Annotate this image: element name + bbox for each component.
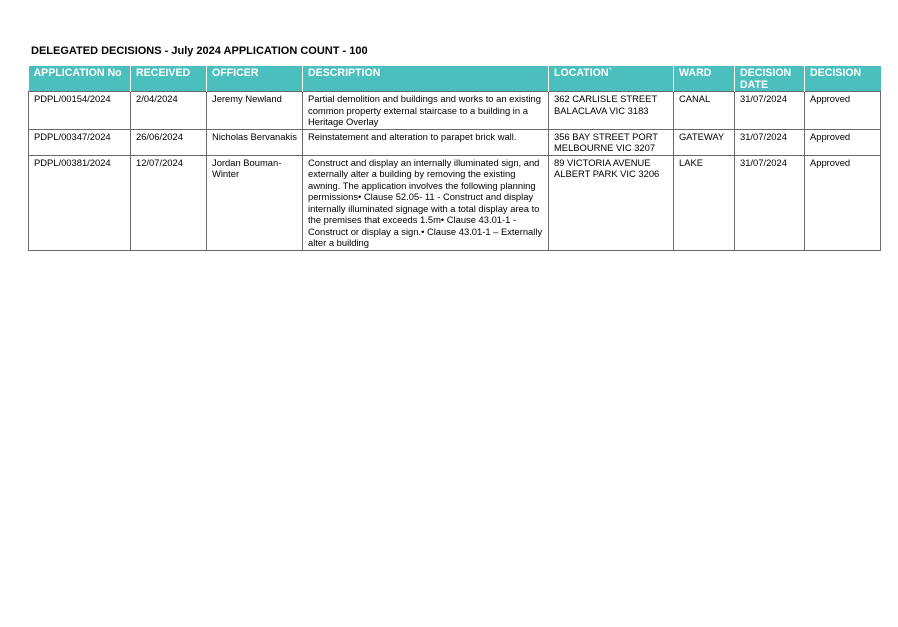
table-row bbox=[29, 155, 881, 250]
column-header-location: LOCATION` bbox=[549, 66, 674, 92]
table-row bbox=[29, 92, 881, 130]
column-header-decision: DECISION bbox=[805, 66, 881, 92]
column-header-ward: WARD bbox=[674, 66, 735, 92]
cell-received: 2/04/2024 bbox=[131, 92, 207, 130]
cell-description: Reinstatement and alteration to parapet brick wall. bbox=[303, 129, 549, 155]
cell-received: 12/07/2024 bbox=[131, 155, 207, 250]
column-header-application-no: APPLICATION No bbox=[29, 66, 131, 92]
cell-decision: Approved bbox=[805, 129, 881, 155]
cell-received: 26/06/2024 bbox=[131, 129, 207, 155]
cell-application-no: PDPL/00347/2024 bbox=[29, 129, 131, 155]
cell-decision-date: 31/07/2024 bbox=[735, 129, 805, 155]
cell-location: 362 CARLISLE STREET BALACLAVA VIC 3183 bbox=[549, 92, 674, 130]
page-title: DELEGATED DECISIONS - July 2024 APPLICATION COUNT - 100 bbox=[31, 45, 368, 57]
column-header-received: RECEIVED bbox=[131, 66, 207, 92]
cell-location: 356 BAY STREET PORT MELBOURNE VIC 3207 bbox=[549, 129, 674, 155]
decisions-table bbox=[28, 66, 881, 251]
cell-officer: Nicholas Bervanakis bbox=[207, 129, 303, 155]
cell-description: Partial demolition and buildings and works to an existing common property external staircase to a building in a Heritage Overlay bbox=[303, 92, 549, 130]
cell-ward: LAKE bbox=[674, 155, 735, 250]
cell-decision-date: 31/07/2024 bbox=[735, 92, 805, 130]
column-header-description: DESCRIPTION bbox=[303, 66, 549, 92]
cell-decision-date: 31/07/2024 bbox=[735, 155, 805, 250]
cell-application-no: PDPL/00154/2024 bbox=[29, 92, 131, 130]
cell-ward: CANAL bbox=[674, 92, 735, 130]
cell-officer: Jordan Bouman-Winter bbox=[207, 155, 303, 250]
cell-ward: GATEWAY bbox=[674, 129, 735, 155]
cell-location: 89 VICTORIA AVENUE ALBERT PARK VIC 3206 bbox=[549, 155, 674, 250]
cell-officer: Jeremy Newland bbox=[207, 92, 303, 130]
cell-decision: Approved bbox=[805, 92, 881, 130]
table-row bbox=[29, 129, 881, 155]
column-header-officer: OFFICER bbox=[207, 66, 303, 92]
cell-decision: Approved bbox=[805, 155, 881, 250]
cell-application-no: PDPL/00381/2024 bbox=[29, 155, 131, 250]
table-header-row bbox=[29, 66, 881, 92]
cell-description: Construct and display an internally illuminated sign, and externally alter a building by removing the existing awning. The application involves the following planning permissions• Clause 52.05- 11 - Construct and display internally illuminated signage with a total display area to the premises that exceeds 1.5m• Clause 43.01-1 - Construct or display a sign.• Clause 43.01-1 – Externally alter a building bbox=[303, 155, 549, 250]
column-header-decision-date: DECISION DATE bbox=[735, 66, 805, 92]
